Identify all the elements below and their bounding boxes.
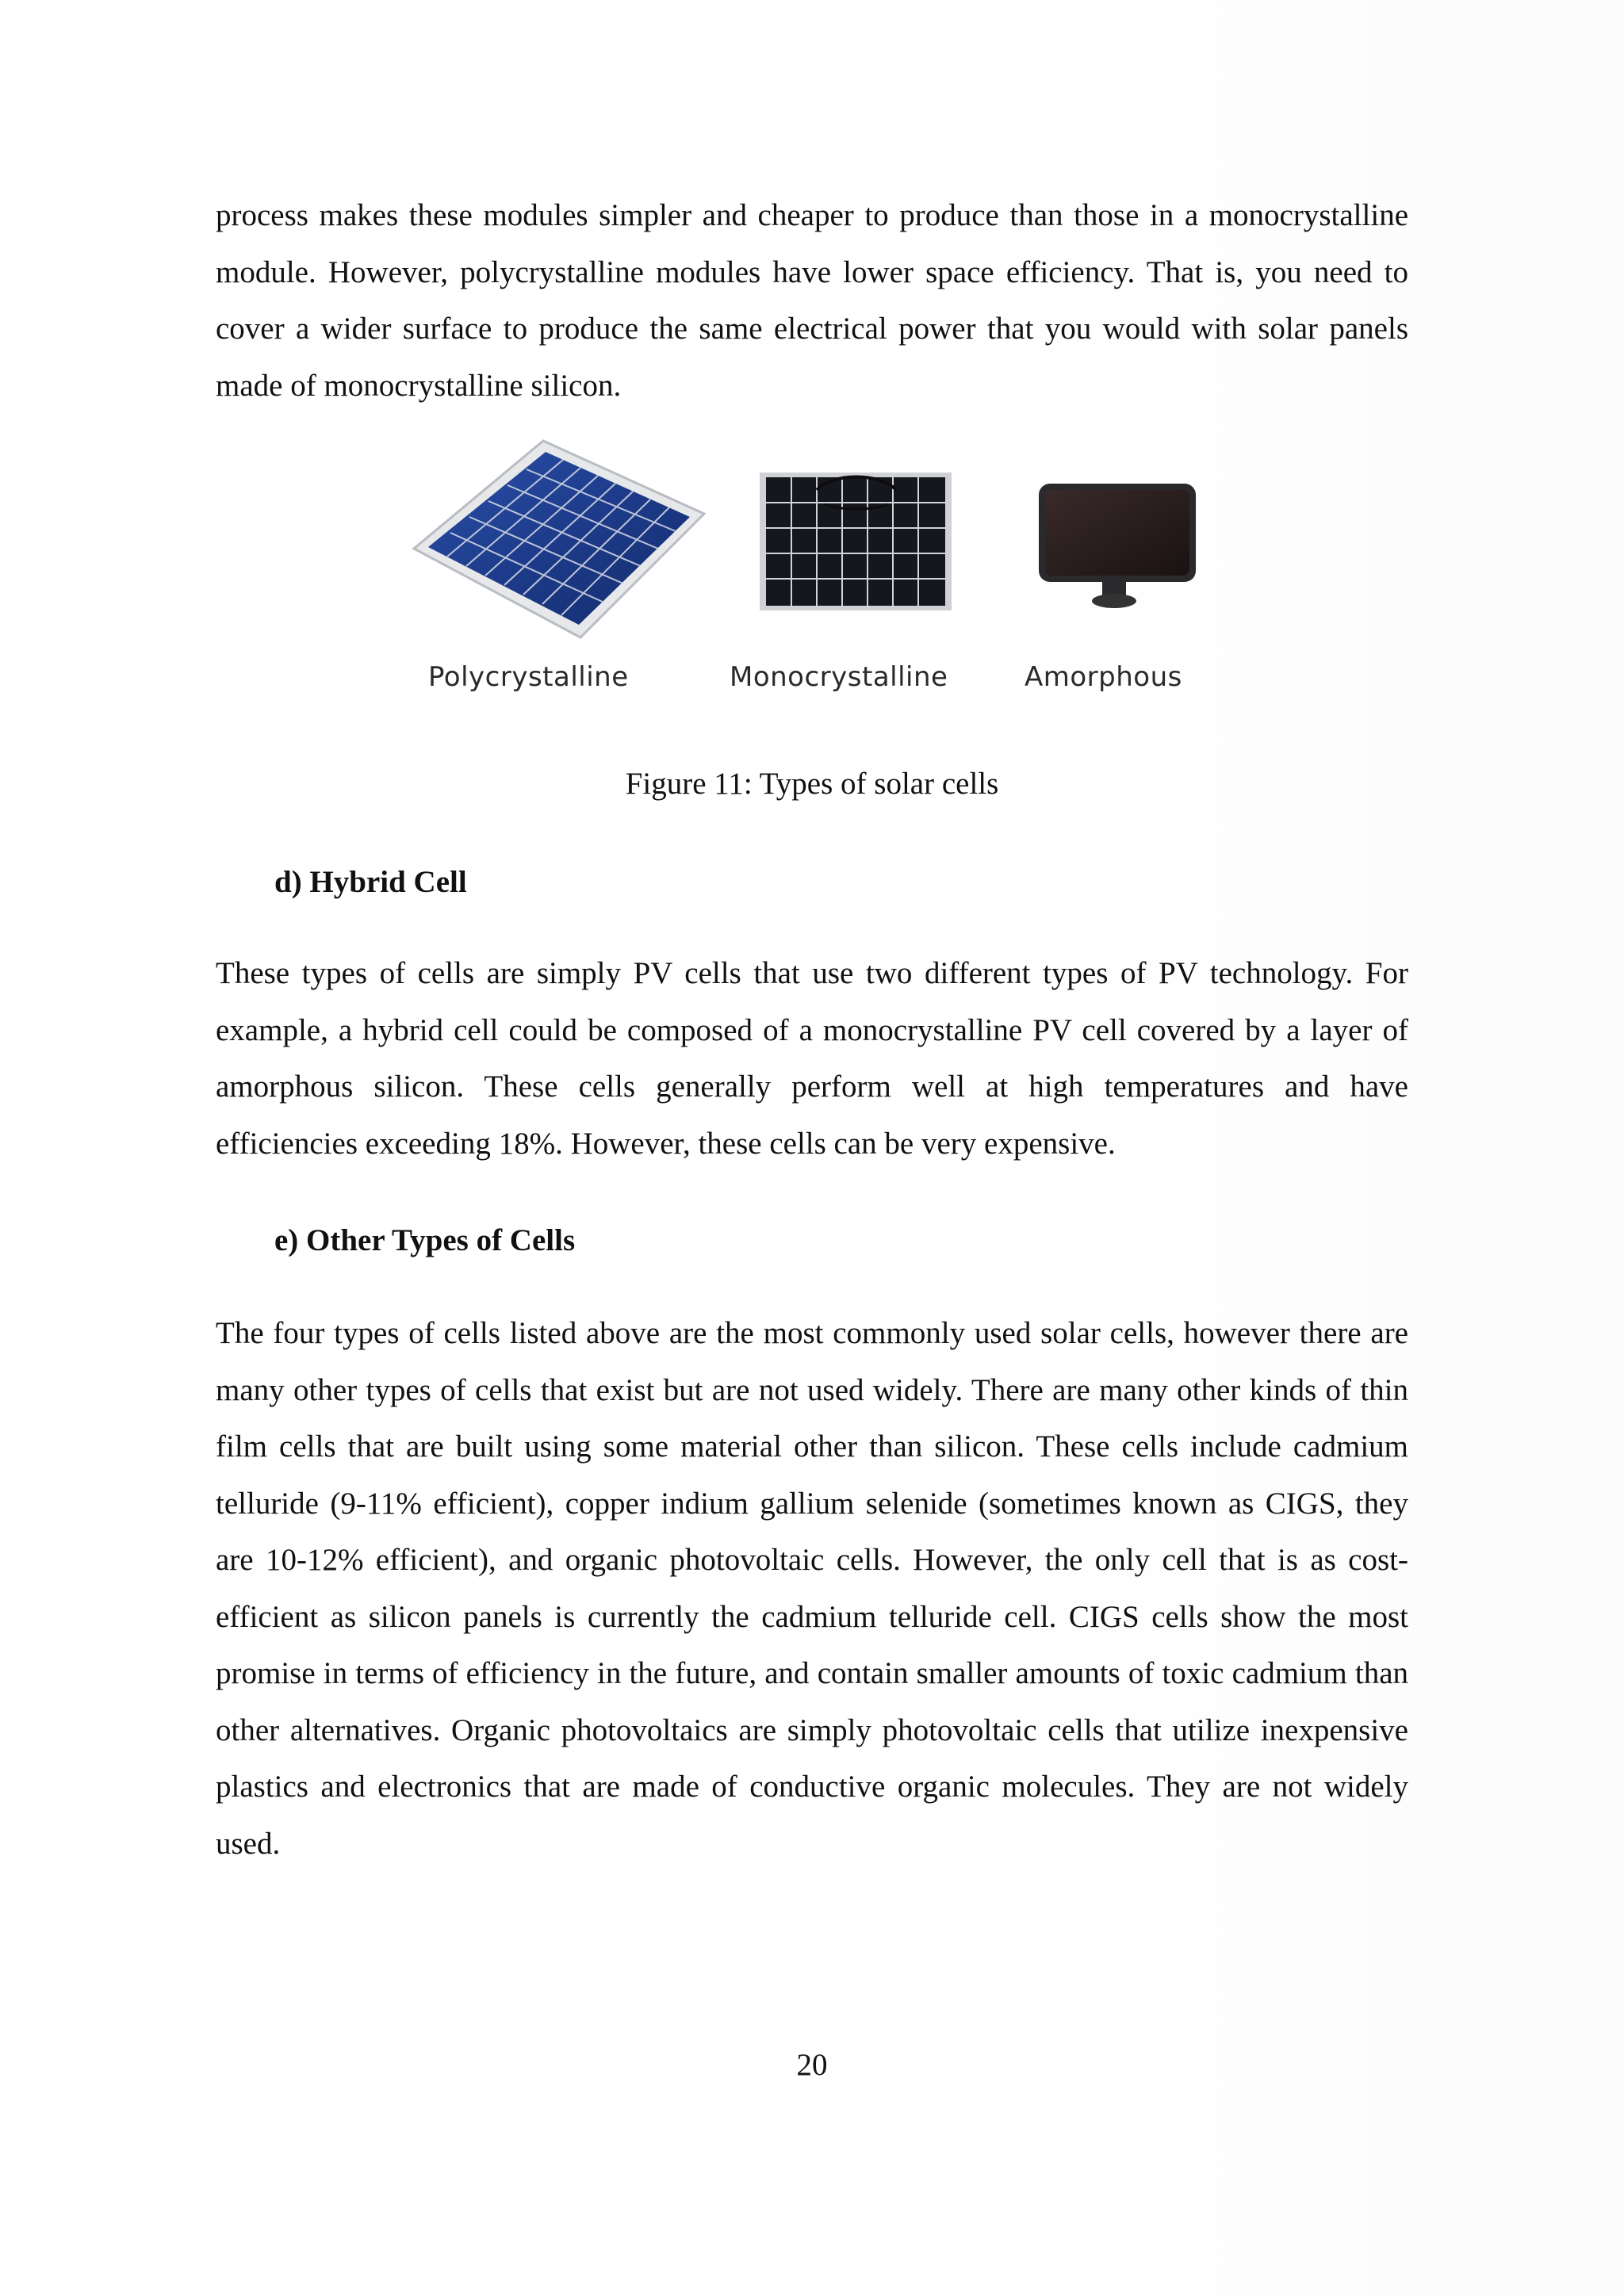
solar-cell-types-figure — [404, 428, 1237, 714]
page-number: 20 — [796, 2048, 828, 2082]
section-heading-other-cells: e) Other Types of Cells — [274, 1223, 576, 1257]
figure-label-amorphous: Amorphous — [1025, 661, 1182, 693]
section-heading-hybrid-cell: d) Hybrid Cell — [274, 865, 467, 899]
monocrystalline-panel-image — [760, 473, 952, 610]
figure-label-polycrystalline: Polycrystalline — [428, 661, 629, 693]
body-paragraph: These types of cells are simply PV cells that use two different types of PV technology. For example, a hybrid cell could be composed of a monocrystalline PV cell covered by a layer of amorphous silicon. These cells generally perform well at high temperatures and have efficiencies exceeding 18%. However, these cells can be very expensive. — [216, 956, 1408, 1161]
body-paragraph: process makes these modules simpler and cheaper to produce than those in a monocrystalline module. However, polycrystalline modules have lower space efficiency. That is, you need to cover a wider surface to produce the same electrical power that you would with solar panels made of monocrystalline silicon. — [216, 198, 1408, 403]
amorphous-panel-image — [1039, 484, 1196, 608]
body-paragraph: The four types of cells listed above are the most commonly used solar cells, however there are many other types of cells that exist but are not used widely. There are many other kinds of thin film cells that are built using some material other than silicon. These cells include cadmium telluride (9-11% efficient), copper indium gallium selenide (sometimes known as CIGS, they are 10-12% efficient), and organic photovoltaic cells. However, the only cell that is as cost-efficient as silicon panels is currently the cadmium telluride cell. CIGS cells show the most promise in terms of efficiency in the future, and contain smaller amounts of toxic cadmium than other alternatives. Organic photovoltaics are simply photovoltaic cells that utilize inexpensive plastics and electronics that are made of conductive organic molecules. They are not widely used. — [216, 1316, 1408, 1861]
figure-caption: Figure 11: Types of solar cells — [625, 767, 999, 801]
figure-label-monocrystalline: Monocrystalline — [730, 661, 948, 693]
solar-panels-illustration — [404, 428, 1237, 658]
polycrystalline-panel-image — [414, 441, 704, 637]
